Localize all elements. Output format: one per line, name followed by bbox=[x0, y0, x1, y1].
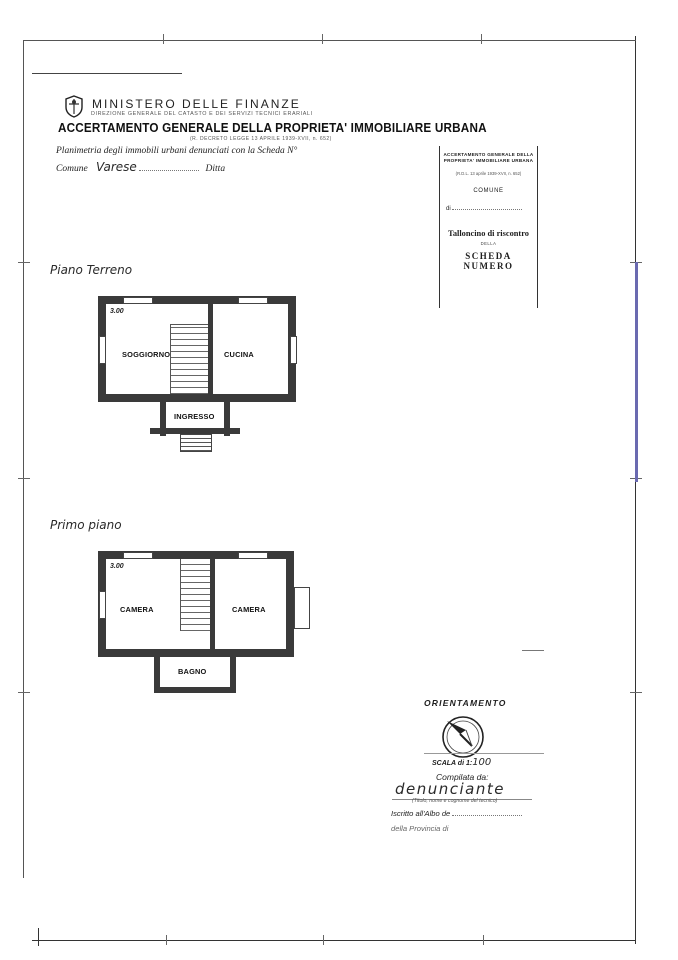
page-border-right bbox=[635, 36, 636, 944]
crop-mark bbox=[630, 692, 642, 693]
window bbox=[123, 297, 153, 304]
planimetria-label: Planimetria degli immobili urbani denunciati con la Scheda N° bbox=[56, 146, 298, 156]
header-rule bbox=[32, 73, 182, 74]
room-camera-left: CAMERA bbox=[120, 605, 154, 614]
tagliando-law: (R.D.L. 13 aprile 1939-XVII, n. 652) bbox=[455, 171, 522, 176]
direction-name: DIREZIONE GENERALE DEL CATASTO E DEI SERVIZI TECNICI ERARIALI bbox=[91, 111, 313, 117]
room-height: 3.00 bbox=[110, 308, 124, 315]
comune-value: Varese bbox=[96, 160, 137, 174]
iscritto-dots bbox=[452, 815, 522, 816]
floor-label-first: Primo piano bbox=[50, 518, 122, 532]
window bbox=[99, 591, 106, 619]
floor-plan-ground bbox=[98, 296, 296, 451]
floor-plan-first bbox=[98, 551, 316, 693]
window bbox=[238, 297, 268, 304]
stair bbox=[180, 559, 212, 631]
crop-mark bbox=[18, 692, 30, 693]
compiler-value: denunciante bbox=[395, 780, 505, 798]
window bbox=[99, 336, 106, 364]
wall bbox=[210, 559, 215, 649]
provincia-label: della Provincia di bbox=[391, 824, 449, 833]
right-margin-bracket bbox=[635, 262, 638, 482]
iscritto-line bbox=[391, 809, 522, 818]
balcony bbox=[294, 587, 310, 629]
tagliando-comune: COMUNE bbox=[473, 188, 504, 194]
emblem-icon bbox=[62, 94, 86, 118]
comune-dots bbox=[139, 170, 199, 171]
window bbox=[290, 336, 297, 364]
window bbox=[123, 552, 153, 559]
titolo-note: (Titolo, nome e cognome del tecnico) bbox=[412, 798, 498, 804]
room-height: 3.00 bbox=[110, 563, 124, 570]
page-border-left bbox=[23, 40, 24, 878]
tagliando-box bbox=[439, 146, 538, 308]
planimetria-line bbox=[56, 146, 297, 156]
room-cucina: CUCINA bbox=[224, 350, 254, 359]
crop-mark bbox=[166, 935, 167, 945]
window bbox=[238, 552, 268, 559]
comune-line bbox=[56, 160, 225, 174]
page-border-top bbox=[23, 40, 636, 41]
floor-label-ground: Piano Terreno bbox=[50, 263, 133, 277]
ministry-name: MINISTERO DELLE FINANZE bbox=[92, 97, 301, 111]
wall bbox=[98, 394, 296, 402]
crop-mark bbox=[18, 262, 30, 263]
compilata-label: Compilata da: bbox=[436, 772, 489, 782]
entrance-steps bbox=[180, 434, 212, 452]
crop-mark bbox=[481, 34, 482, 44]
document-title: ACCERTAMENTO GENERALE DELLA PROPRIETA' IMMOBILIARE URBANA bbox=[58, 121, 487, 135]
wall bbox=[286, 551, 294, 657]
compass-rule bbox=[424, 753, 544, 754]
room-bagno: BAGNO bbox=[178, 667, 207, 676]
scala-line bbox=[432, 757, 491, 768]
wall bbox=[98, 649, 294, 657]
tagliando-title: ACCERTAMENTO GENERALE DELLA PROPRIETA' IMMOBILIARE URBANA bbox=[443, 152, 534, 163]
tagliando-scheda: SCHEDA NUMERO bbox=[463, 251, 514, 271]
wall bbox=[154, 687, 236, 693]
crop-mark bbox=[322, 34, 323, 44]
tagliando-di-line bbox=[440, 206, 537, 212]
pencil-dash bbox=[522, 650, 544, 651]
comune-label: Comune bbox=[56, 164, 88, 174]
tagliando-di-dots bbox=[452, 209, 522, 210]
compass-icon bbox=[438, 712, 488, 762]
wall bbox=[208, 304, 213, 394]
scala-label: SCALA di 1: bbox=[432, 760, 473, 767]
stair-landing bbox=[170, 304, 208, 325]
crop-mark bbox=[323, 935, 324, 945]
crop-mark bbox=[18, 478, 30, 479]
scala-value: 100 bbox=[472, 757, 492, 768]
tagliando-della: DELLA bbox=[480, 241, 497, 246]
decree-reference: (R. DECRETO LEGGE 13 APRILE 1939-XVII, n. 652) bbox=[190, 136, 332, 142]
ditta-label: Ditta bbox=[205, 164, 226, 174]
room-ingresso: INGRESSO bbox=[174, 412, 215, 421]
room-camera-right: CAMERA bbox=[232, 605, 266, 614]
tagliando-di: di bbox=[446, 206, 451, 212]
iscritto-label: Iscritto all'Albo de bbox=[391, 809, 451, 818]
page-border-bottom bbox=[32, 940, 636, 941]
crop-mark bbox=[163, 34, 164, 44]
tagliando-talloncino: Talloncino di riscontro bbox=[448, 229, 529, 238]
crop-mark bbox=[483, 935, 484, 945]
orientamento-label: ORIENTAMENTO bbox=[424, 698, 507, 708]
page-border-bottom-left bbox=[38, 928, 39, 946]
room-soggiorno: SOGGIORNO bbox=[122, 350, 171, 359]
